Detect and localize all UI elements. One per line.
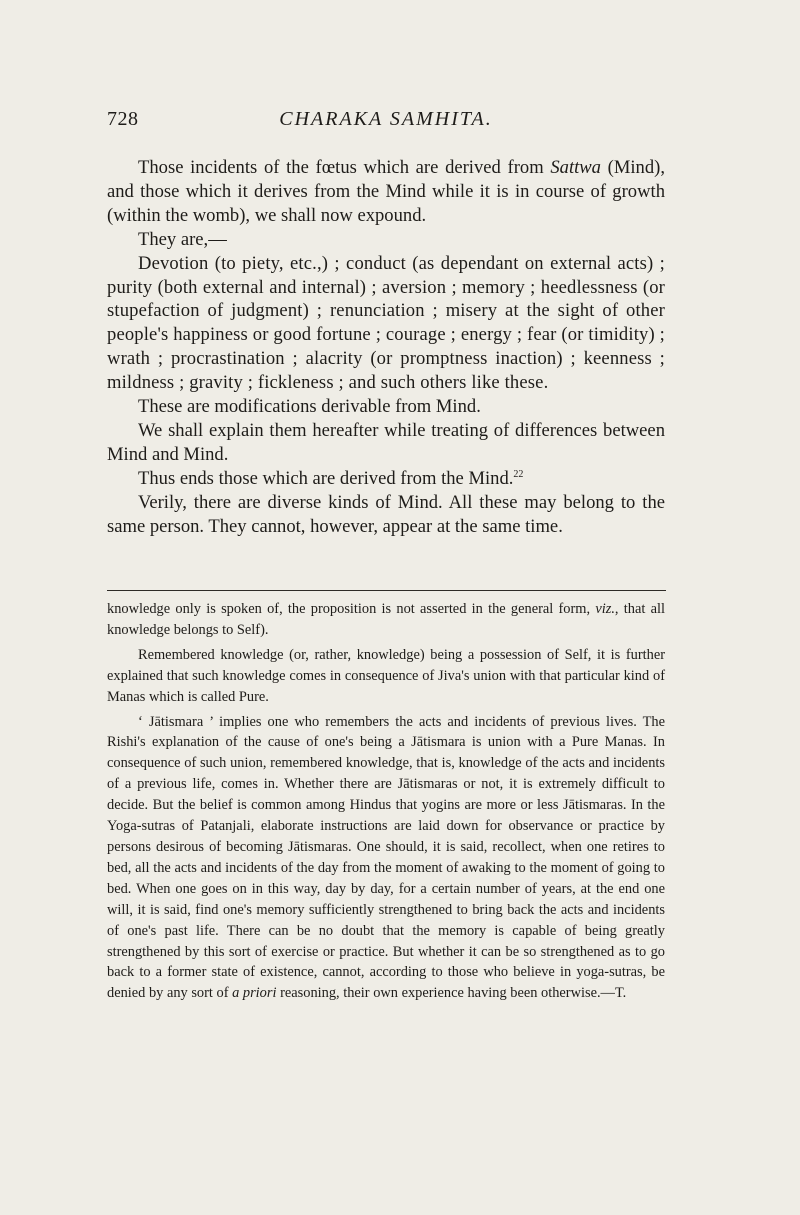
paragraph-diverse-kinds: Verily, there are diverse kinds of Mind. All these may belong to the same person. They cannot, however, appear at the same time. xyxy=(107,491,665,537)
footnote-text: knowledge only is spoken of, the proposition is not asserted in the general form, xyxy=(107,601,596,617)
paragraph-thus-ends xyxy=(107,467,665,491)
italic-a-priori: a priori xyxy=(232,985,277,1002)
main-text xyxy=(107,156,665,539)
paragraph-text: Thus ends those which are derived from the Mind. xyxy=(138,467,514,489)
footnote-reference: 22 xyxy=(513,468,524,480)
footnote-jatismara xyxy=(107,712,665,1005)
footnote-continued xyxy=(107,599,665,641)
italic-viz: viz. xyxy=(595,601,615,617)
page-number: 728 xyxy=(107,108,139,130)
paragraph-text: (Mind), and those which it derives from the Mind while it is in course of growth (within the womb), we shall now expound. xyxy=(107,157,665,226)
paragraph-modifications-list: Devotion (to piety, etc.,) ; conduct (as dependant on external acts) ; purity (both external and internal) ; aversion ; memory ; heedlessness (or stupefaction of judgment) ; renunciation ; misery at the sight of other people's happiness or good fortune ; courage ; energy ; fear (or timidity) ; wrath ; procrastination ; alacrity (or promptness inaction) ; keenness ; mildness ; gravity ; fickleness ; and such others like these. xyxy=(107,252,665,394)
running-title: CHARAKA SAMHITA. xyxy=(279,108,493,130)
paragraph-explain-hereafter: We shall explain them hereafter while treating of differences between Mind and Mind. xyxy=(107,419,665,465)
footnote-remembered-knowledge: Remembered knowledge (or, rather, knowledge) being a possession of Self, it is further explained that such knowledge comes in consequence of Jiva's union with that particular kind of Manas which is called Pure. xyxy=(107,646,665,705)
paragraph-modifications-summary: These are modifications derivable from Mind. xyxy=(138,396,481,418)
paragraph-they-are: They are,— xyxy=(138,228,227,250)
paragraph-text: Those incidents of the fœtus which are derived from xyxy=(138,157,551,178)
footnote-text: , that all knowledge belongs to Self). xyxy=(107,601,665,638)
italic-term-sattwa: Sattwa xyxy=(550,157,601,178)
footnotes xyxy=(107,599,665,1004)
paragraph-foetus-incidents xyxy=(107,156,665,228)
footnote-text: ‘ Jātismara ’ implies one who remembers the acts and incidents of previous lives. The Rishi's explanation of the cause of one's being a Jātismara is union with a Pure Manas. In consequence of such union, remembered knowledge, that is, knowledge of the acts and incidents of a previous life, comes in. Whether there are Jātismaras or not, it is extremely difficult to decide. But the belief is common among Hindus that yogins are more or less Jātismaras. In the Yoga-sutras of Patanjali, elaborate instructions are laid down for observance or practice by persons desirous of becoming Jātismaras. One should, it is said, recollect, when one retires to bed, all the acts and incidents of the day from the moment of awaking to the moment of going to bed. When one goes on in this way, day by day, for a certain number of years, at the end one will, it is said, find one's memory sufficiently strengthened to bring back the acts and incidents of one's past life. There can be no doubt that the memory is capable of being greatly strengthened by this sort of exercise or practice. But whether it can be so strengthened as to go back to a former state of existence, cannot, according to those who believe in yoga-sutras, be denied by any sort of xyxy=(107,713,665,1002)
footnote-text: reasoning, their own experience having been otherwise.—T. xyxy=(276,985,627,1002)
footnote-divider xyxy=(107,590,666,591)
page-header xyxy=(107,108,665,138)
